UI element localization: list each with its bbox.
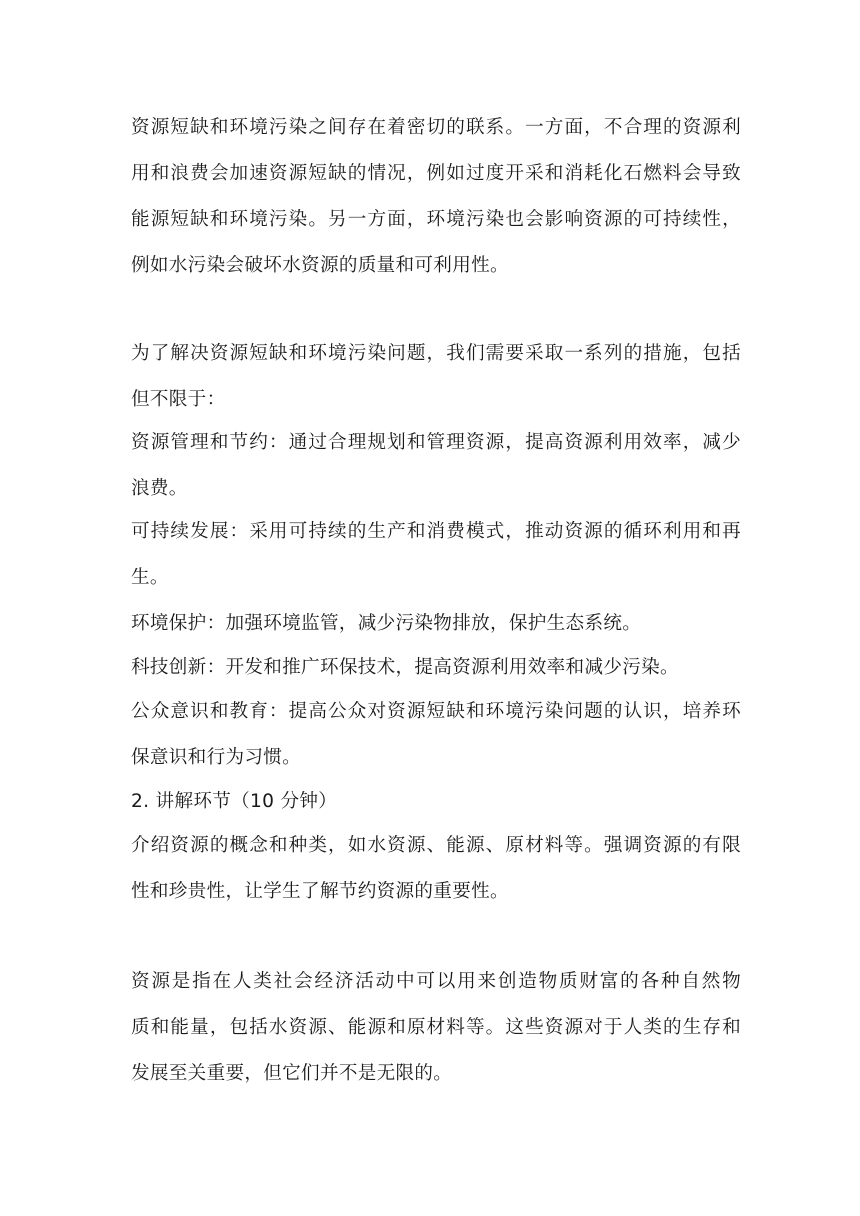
measure-4-line-1: 科技创新：开发和推广环保技术，提高资源利用效率和减少污染。 bbox=[131, 657, 679, 678]
measure-5-line-2: 保意识和行为习惯。 bbox=[131, 747, 302, 768]
measure-1-line-2: 浪费。 bbox=[131, 478, 188, 499]
section-heading: 2. 讲解环节（10 分钟） bbox=[131, 791, 338, 812]
paragraph-last-line-2: 质和能量，包括水资源、能源和原材料等。这些资源对于人类的生存和 bbox=[131, 1017, 741, 1038]
measure-2-line-2: 生。 bbox=[131, 567, 169, 588]
measure-2-line-1: 可持续发展：采用可持续的生产和消费模式，推动资源的循环利用和再 bbox=[131, 521, 741, 542]
paragraph-1-line-3: 能源短缺和环境污染。另一方面，环境污染也会影响资源的可持续性， bbox=[131, 209, 741, 230]
paragraph-last-line-3: 发展至关重要，但它们并不是无限的。 bbox=[131, 1063, 453, 1084]
section-text-line-1: 介绍资源的概念和种类，如水资源、能源、原材料等。强调资源的有限 bbox=[131, 835, 741, 856]
measure-3-line-1: 环境保护：加强环境监管，减少污染物排放，保护生态系统。 bbox=[131, 613, 642, 634]
intro-line-1: 为了解决资源短缺和环境污染问题，我们需要采取一系列的措施，包括 bbox=[131, 343, 741, 364]
measure-5-line-1: 公众意识和教育：提高公众对资源短缺和环境污染问题的认识，培养环 bbox=[131, 701, 741, 722]
measure-1-line-1: 资源管理和节约：通过合理规划和管理资源，提高资源利用效率，减少 bbox=[131, 432, 741, 453]
paragraph-1-line-1: 资源短缺和环境污染之间存在着密切的联系。一方面，不合理的资源利 bbox=[131, 117, 741, 138]
paragraph-1-line-2: 用和浪费会加速资源短缺的情况，例如过度开采和消耗化石燃料会导致 bbox=[131, 163, 741, 184]
paragraph-1-line-4: 例如水污染会破坏水资源的质量和可利用性。 bbox=[131, 255, 509, 276]
intro-line-2: 但不限于： bbox=[131, 389, 226, 410]
paragraph-last-line-1: 资源是指在人类社会经济活动中可以用来创造物质财富的各种自然物 bbox=[131, 971, 741, 992]
section-text-line-2: 性和珍贵性，让学生了解节约资源的重要性。 bbox=[131, 881, 509, 902]
